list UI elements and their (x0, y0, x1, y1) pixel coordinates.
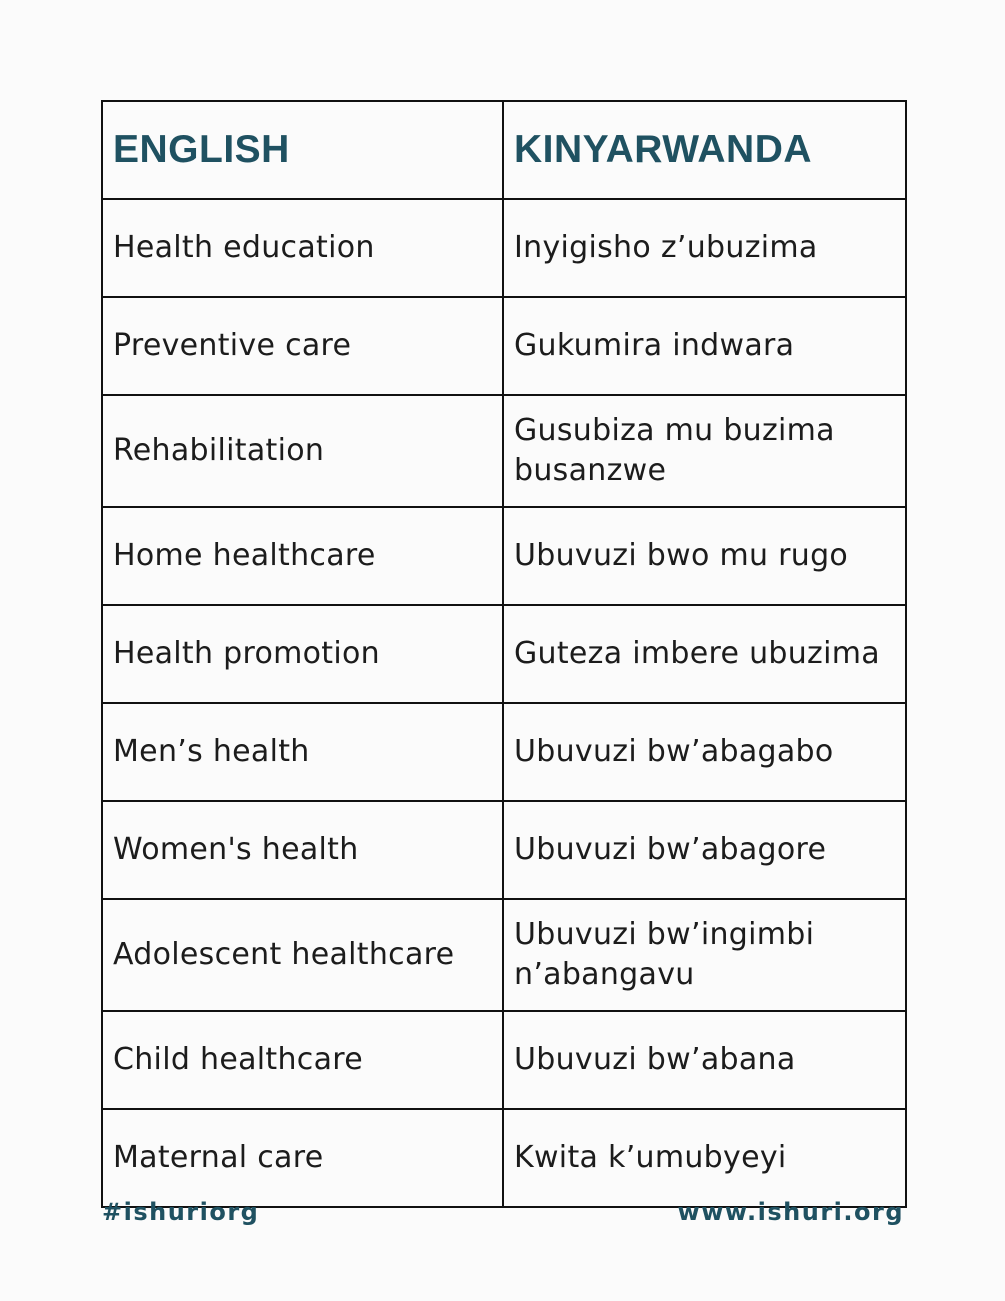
kinyarwanda-term: Kwita k’umubyeyi (503, 1109, 906, 1207)
column-header-kinyarwanda: KINYARWANDA (503, 101, 906, 199)
kinyarwanda-term: Inyigisho z’ubuzima (503, 199, 906, 297)
english-term: Women's health (102, 801, 503, 899)
table-row (102, 703, 906, 801)
table-row (102, 1011, 906, 1109)
table-row (102, 507, 906, 605)
table-header-row (102, 101, 906, 199)
english-term: Adolescent healthcare (102, 899, 503, 1011)
kinyarwanda-term: Ubuvuzi bw’ingimbi n’abangavu (503, 899, 906, 1011)
english-term: Preventive care (102, 297, 503, 395)
footer-website: www.ishuri.org (677, 1198, 904, 1226)
column-header-english: ENGLISH (102, 101, 503, 199)
vocabulary-table (101, 100, 907, 1208)
kinyarwanda-term: Ubuvuzi bwo mu rugo (503, 507, 906, 605)
kinyarwanda-term: Gukumira indwara (503, 297, 906, 395)
kinyarwanda-term: Guteza imbere ubuzima (503, 605, 906, 703)
footer-hashtag: #ishuriorg (102, 1198, 260, 1226)
english-term: Rehabilitation (102, 395, 503, 507)
english-term: Health promotion (102, 605, 503, 703)
english-term: Child healthcare (102, 1011, 503, 1109)
kinyarwanda-term: Ubuvuzi bw’abana (503, 1011, 906, 1109)
table-row (102, 395, 906, 507)
kinyarwanda-term: Ubuvuzi bw’abagabo (503, 703, 906, 801)
table-row (102, 199, 906, 297)
table-row (102, 1109, 906, 1207)
english-term: Health education (102, 199, 503, 297)
table-row (102, 899, 906, 1011)
english-term: Home healthcare (102, 507, 503, 605)
table-row (102, 801, 906, 899)
table-row (102, 605, 906, 703)
english-term: Maternal care (102, 1109, 503, 1207)
kinyarwanda-term: Ubuvuzi bw’abagore (503, 801, 906, 899)
table-row (102, 297, 906, 395)
kinyarwanda-term: Gusubiza mu buzima busanzwe (503, 395, 906, 507)
english-term: Men’s health (102, 703, 503, 801)
